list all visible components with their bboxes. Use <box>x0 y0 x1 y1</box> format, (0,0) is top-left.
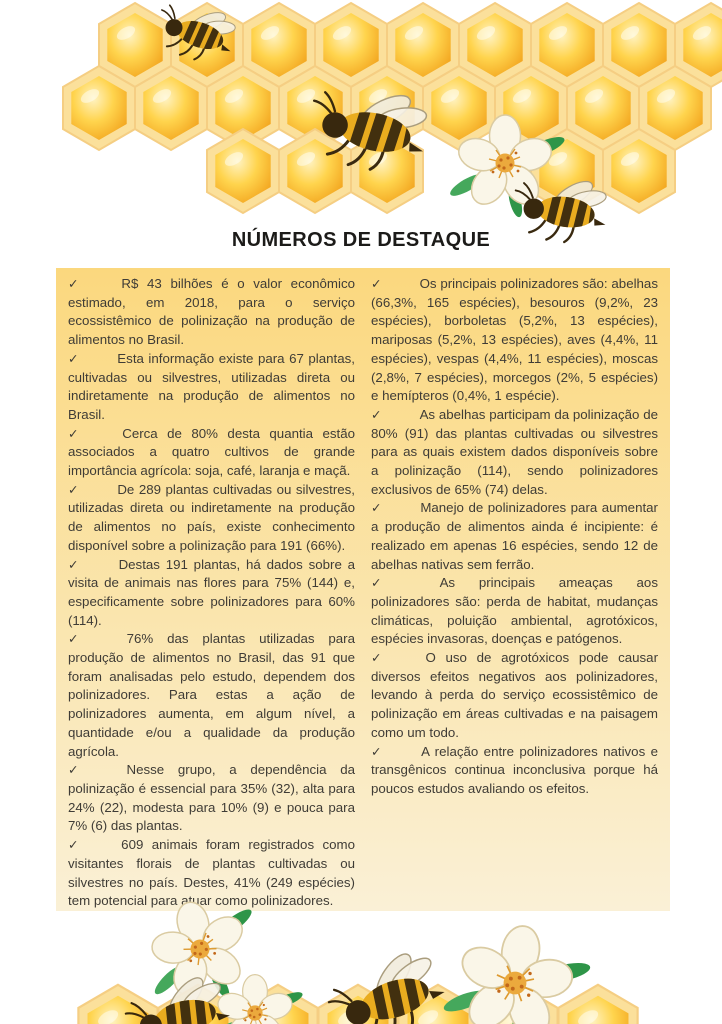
highlight-item <box>68 275 355 350</box>
check-bullet-icon: ✓ <box>68 557 81 572</box>
highlight-item <box>68 761 355 836</box>
highlight-text: Manejo de polinizadores para aumentar a produção de alimentos ainda é incipiente: é realizado em apenas 16 espécies, sendo 12 de abelhas nativas sem ferrão. <box>371 500 658 572</box>
check-bullet-icon: ✓ <box>371 576 402 591</box>
highlight-text: Destas 191 plantas, há dados sobre a visita de animais nas flores para 75% (144) e, especificamente sobre polinizadores para 60% (114). <box>68 556 356 628</box>
check-bullet-icon: ✓ <box>371 407 382 422</box>
check-bullet-icon: ✓ <box>68 763 89 778</box>
check-bullet-icon: ✓ <box>371 277 382 291</box>
highlight-item <box>68 350 355 425</box>
highlight-item <box>371 649 658 743</box>
highlight-text: De 289 plantas cultivadas ou silvestres, utilizadas direta ou indiretamente na produção de alimentos no país, existe conhecimento disponível sobre a polinização para 191 (66%). <box>68 481 355 553</box>
highlight-text: R$ 43 bilhões é o valor econômico estimado, em 2018, para o serviço ecossistêmico de polinização na produção de alimentos no Brasil. <box>68 276 355 348</box>
highlight-item <box>68 425 355 481</box>
check-bullet-icon: ✓ <box>371 744 384 759</box>
highlight-item <box>371 406 658 500</box>
highlights-box <box>56 268 670 911</box>
check-bullet-icon: ✓ <box>371 651 388 666</box>
highlight-item <box>68 630 355 761</box>
highlight-text: A relação entre polinizadores nativos e transgênicos continua inconclusiva porque há poucos estudos avaliando os efeitos. <box>371 743 659 796</box>
highlight-item <box>68 481 355 556</box>
bottom-honeycomb-illustration <box>0 899 722 1024</box>
highlight-item <box>371 574 658 649</box>
highlight-text: 609 animais foram registrados como visitantes florais de plantas cultivadas ou silvestres no país. Destes, 41% (249 espécies) tem potencial para atuar como polinizadores. <box>68 837 355 909</box>
highlight-item <box>371 275 658 406</box>
top-honeycomb-illustration <box>0 0 722 252</box>
highlight-item <box>68 556 355 631</box>
check-bullet-icon: ✓ <box>68 838 84 853</box>
highlight-text: Nesse grupo, a dependência da polinização é essencial para 35% (32), alta para 24% (22), modesta para 10% (9) e pouca para 7% (6) das plantas. <box>68 762 355 834</box>
highlight-item <box>371 499 658 574</box>
check-bullet-icon: ✓ <box>68 426 85 441</box>
highlight-text: Cerca de 80% desta quantia estão associados a quatro cultivos de grande importância agrícola: soja, café, laranja e maçã. <box>68 425 355 479</box>
check-bullet-icon: ✓ <box>68 277 84 291</box>
highlight-text: O uso de agrotóxicos pode causar diversos efeitos negativos aos polinizadores, levando à perda do serviço ecossistêmico de polinização em áreas cultivadas e na paisagem como um todo. <box>371 650 659 740</box>
highlights-left-column <box>68 275 356 909</box>
highlight-item <box>371 743 658 799</box>
highlights-right-column <box>371 275 658 904</box>
check-bullet-icon: ✓ <box>68 482 80 497</box>
page-title: NÚMEROS DE DESTAQUE <box>231 229 491 251</box>
highlight-text: As principais ameaças aos polinizadores são: perda de habitat, mudanças climáticas, poluição ambiental, agrotóxicos, espécies invasoras, doenças e patógenos. <box>371 575 658 647</box>
check-bullet-icon: ✓ <box>371 501 383 516</box>
highlight-text: As abelhas participam da polinização de 80% (91) das plantas cultivadas ou silvestres para as quais existem dados disponíveis sobre a polinização (114), sendo polinizadores exclusivos de 65% (74) delas. <box>371 406 658 497</box>
highlight-text: 76% das plantas utilizadas para produção de alimentos no Brasil, das 91 que foram analisadas pelo estudo, dependem dos polinizadores. Para estas a ação de polinizadores aumenta, em algum nível, a quantidade e/ou a qualidade da produção agrícola. <box>68 631 355 759</box>
highlight-text: Os principais polinizadores são: abelhas (66,3%, 165 espécies), besouros (9,2%, 23 espécies), borboletas (5,2%, 13 espécies), mariposas (5,2%, 13 espécies), aves (4,4%, 11 espécies), vespas (4,4%, 11 espécies), moscas (2,8%, 7 espécies), morcegos (2%, 5 espécies) e hemípteros (0,4%, 1 espécie). <box>371 276 658 404</box>
highlight-text: Esta informação existe para 67 plantas, cultivadas ou silvestres, utilizadas direta ou indiretamente na produção de alimentos no Brasil. <box>68 350 355 422</box>
check-bullet-icon: ✓ <box>68 351 80 366</box>
check-bullet-icon: ✓ <box>68 632 89 647</box>
